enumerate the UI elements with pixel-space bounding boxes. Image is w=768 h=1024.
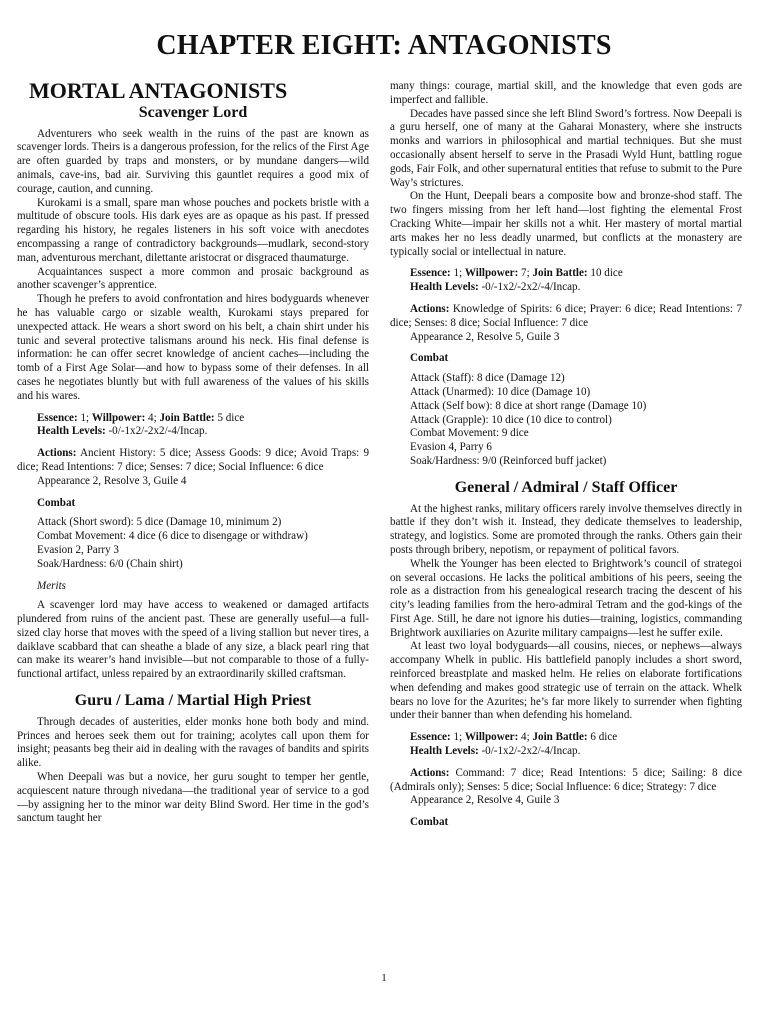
right-column (390, 80, 742, 836)
section-title: MORTAL ANTAGONISTS (29, 78, 288, 103)
guru-attack-grapple: Attack (Grapple): 10 dice (10 dice to control) (410, 413, 612, 426)
actions-value: Knowledge of Spirits: 6 dice; Prayer: 6 dice; Read Intentions: 7 dice; Senses: 8 dice; Social Influence: 7 dice (390, 302, 742, 329)
guru-paragraph-3: Decades have passed since she left Blind Sword’s fortress. Now Deepali is a guru herself, one of many at the Gaharai Monastery, where she instructs monks and warriors in philosophical and martial techniques. But she must occasionally absent herself to serve in the Prasadi Wyld Hunt, battling rogue gods, Fair Folk, and other supernatural entities that refuse to submit to the Pure Way’s strictures. (390, 107, 742, 189)
join-battle-value: 6 dice (587, 731, 618, 744)
guru-paragraph-2: When Deepali was but a novice, her guru sought to temper her gentle, acquiescent nature through nivedana—the traditional year of service to a god—by assigning her to the minor war deity Blind Sword. Her time in the god’s sanctum taught her (17, 771, 369, 825)
scavenger-actions-line (17, 447, 369, 475)
guru-paragraph-2-continued: many things: courage, martial skill, and the knowledge that even gods are imperfect and fallible. (390, 80, 742, 106)
scavenger-paragraph-4: Though he prefers to avoid confrontation and hires bodyguards whenever he has valuable cargo or sizable wealth, Kurokami stays prepared for unexpected attack. He wears a short sword on his belt, a chain shirt under his tunic and several protective talismans around his neck. His final defense is information: he can offer secret knowledge of ancient caches—including the tomb of a First Age Solar—and how to bypass some of their defenses. In all cases he negotiates bluntly but with full awareness of the values of his skills and his wares. (17, 293, 369, 402)
essence-value: 1; (450, 267, 463, 280)
join-battle-value: 10 dice (587, 267, 623, 280)
scavenger-actions (17, 447, 369, 488)
join-battle-label: Join Battle: (532, 267, 588, 280)
willpower-label: Willpower: (464, 731, 519, 744)
guru-attack-unarmed: Attack (Unarmed): 10 dice (Damage 10) (410, 385, 591, 398)
join-battle-value: 5 dice (214, 411, 245, 424)
join-battle-label: Join Battle: (159, 411, 215, 424)
general-paragraph-3: At least two loyal bodyguards—all cousins, nieces, or nephews—always accompany Whelk in public. His battlefield panoply includes a short sword, reinforced breastplate and masked helm. He relies on elaborate fortifications when defending and makes good strategic use of terrain on the attack. Whelk bears no love for the Azurites; he’s far more likely to surrender when fighting under their banner than when defending his homeland. (390, 640, 742, 722)
guru-actions (390, 303, 742, 344)
guru-attack-staff: Attack (Staff): 8 dice (Damage 12) (410, 372, 565, 385)
scavenger-soak: Soak/Hardness: 6/0 (Chain shirt) (37, 557, 183, 570)
willpower-value: 7; (518, 267, 530, 280)
health-levels-label: Health Levels: (37, 425, 106, 438)
essence-value: 1; (77, 411, 90, 424)
general-traits (390, 731, 742, 759)
guru-evasion: Evasion 4, Parry 6 (410, 441, 492, 454)
guru-soak: Soak/Hardness: 9/0 (Reinforced buff jacket) (410, 454, 607, 467)
general-actions (390, 767, 742, 808)
guru-heading: Guru / Lama / Martial High Priest (74, 692, 312, 710)
actions-label: Actions: (410, 302, 450, 315)
guru-attack-bow: Attack (Self bow): 8 dice at short range (Damage 10) (410, 399, 647, 412)
scavenger-attack: Attack (Short sword): 5 dice (Damage 10, minimum 2) (37, 516, 282, 529)
guru-combat-heading: Combat (410, 352, 449, 365)
guru-paragraph-4: On the Hunt, Deepali bears a composite bow and bronze-shod staff. The two fingers missing from her left hand—lost fighting the elemental Frost Cracking White—impair her skills not a whit. Her mastery of mortal martial arts makes her no less deadly unarmed, but conflicts at the monastery are typically social or intellectual in nature. (390, 190, 742, 258)
willpower-value: 4; (145, 411, 157, 424)
guru-health-line (390, 281, 742, 295)
chapter-title: CHAPTER EIGHT: ANTAGONISTS (156, 30, 612, 61)
scavenger-appearance: Appearance 2, Resolve 3, Guile 4 (37, 474, 187, 487)
guru-essence-line (390, 267, 742, 281)
scavenger-health-line (17, 425, 369, 439)
scavenger-paragraph-2: Kurokami is a small, spare man whose pouches and pockets bristle with a multitude of obscure tools. His dark eyes are as opaque as his past. If pressed regarding his history, he regales listeners in his soft voice with anecdotes encompassing a range of contradictory backgrounds—mudlark, second-story man, adventurous merchant, dilettante aristocrat or disgraced thaumaturge. (17, 196, 369, 264)
scavenger-essence-line (17, 412, 369, 426)
guru-traits (390, 267, 742, 295)
guru-paragraph-1: Through decades of austerities, elder monks hone both body and mind. Princes and heroes seek them out for training; acolytes call upon them for insight; peasants beg their aid in dealing with the ravages of bandits and spirits alike. (17, 715, 369, 770)
scavenger-paragraph-3: Acquaintances suspect a more common and prosaic background as another scavenger’s apprentice. (17, 265, 369, 292)
willpower-label: Willpower: (464, 267, 519, 280)
scavenger-merits-heading: Merits (37, 579, 66, 592)
health-levels-value: -0/-1x2/-2x2/-4/Incap. (478, 281, 581, 294)
essence-label: Essence: (410, 267, 451, 280)
essence-label: Essence: (410, 731, 451, 744)
guru-appearance: Appearance 2, Resolve 5, Guile 3 (410, 330, 560, 343)
actions-label: Actions: (37, 447, 77, 460)
health-levels-value: -0/-1x2/-2x2/-4/Incap. (105, 425, 208, 438)
join-battle-label: Join Battle: (532, 731, 588, 744)
guru-actions-line (390, 303, 742, 331)
general-heading: General / Admiral / Staff Officer (454, 478, 678, 496)
health-levels-label: Health Levels: (410, 745, 479, 758)
willpower-value: 4; (518, 731, 530, 744)
actions-value: Ancient History: 5 dice; Assess Goods: 9 dice; Avoid Traps: 9 dice; Read Intentions: 7 dice; Senses: 7 dice; Social Influence: 6 dice (17, 447, 369, 473)
actions-value: Command: 7 dice; Read Intentions: 5 dice; Sailing: 8 dice (Admirals only); Senses: 5 dice; Social Influence: 6 dice; Strategy: 7 dice (390, 766, 742, 793)
general-paragraph-1: At the highest ranks, military officers rarely involve themselves directly in battle if they don’t wish it. Instead, they dedicate themselves to leadership, strategy, and logistics. Some are promoted through the ranks. Others gain their posts through bribery, nepotism, or repayment of political favors. (390, 502, 742, 556)
scavenger-lord-heading: Scavenger Lord (138, 103, 248, 121)
health-levels-value: -0/-1x2/-2x2/-4/Incap. (478, 745, 581, 758)
scavenger-traits (17, 412, 369, 440)
guru-movement: Combat Movement: 9 dice (410, 427, 529, 440)
general-health-line (390, 745, 742, 759)
scavenger-evasion: Evasion 2, Parry 3 (37, 543, 119, 556)
left-column (17, 80, 369, 826)
general-appearance: Appearance 2, Resolve 4, Guile 3 (410, 794, 560, 807)
general-actions-line (390, 767, 742, 795)
willpower-label: Willpower: (91, 411, 146, 424)
scavenger-movement: Combat Movement: 4 dice (6 dice to disengage or withdraw) (37, 530, 308, 543)
general-combat-heading: Combat (410, 816, 449, 829)
scavenger-merits-text: A scavenger lord may have access to weakened or damaged artifacts plundered from ruins of the ancient past. These are generally useful—a full-sized clay horse that moves with the speed of a living stallion but never tires, a daiklave scabbard that can sheathe a blade of any size, a black pearl ring that can make its wearer’s hand invisible—but not comparable to those of a fully- functional artifact, unless repaired by an extraordinarily skilled craftsman. (17, 599, 369, 681)
page-number: 1 (381, 972, 387, 984)
general-paragraph-2: Whelk the Younger has been elected to Brightwork’s council of strategoi on several occasions. He lacks the political ambitions of his peers, seeing the role as a distraction from his genealogical research tracing the descent of his city’s leading families from the hero-admiral Tetram and the god-kings of the First Age. Still, he dare not ignore his duties—training, logistics, commanding Brightwork auxiliaries on Azurite military campaigns—lest he suffer exile. (390, 557, 742, 639)
scavenger-paragraph-1: Adventurers who seek wealth in the ruins of the past are known as scavenger lords. Theirs is a dangerous profession, for the relics of the First Age are often guarded by traps and monsters, or by mundane dangers—wild animals, cave-ins, bad air. Surviving this gauntlet requires a good mix of courage, caution, and cunning. (17, 127, 369, 195)
scavenger-combat-heading: Combat (37, 496, 76, 509)
essence-value: 1; (450, 731, 463, 744)
essence-label: Essence: (37, 411, 78, 424)
general-essence-line (390, 731, 742, 745)
health-levels-label: Health Levels: (410, 281, 479, 294)
actions-label: Actions: (410, 766, 450, 779)
